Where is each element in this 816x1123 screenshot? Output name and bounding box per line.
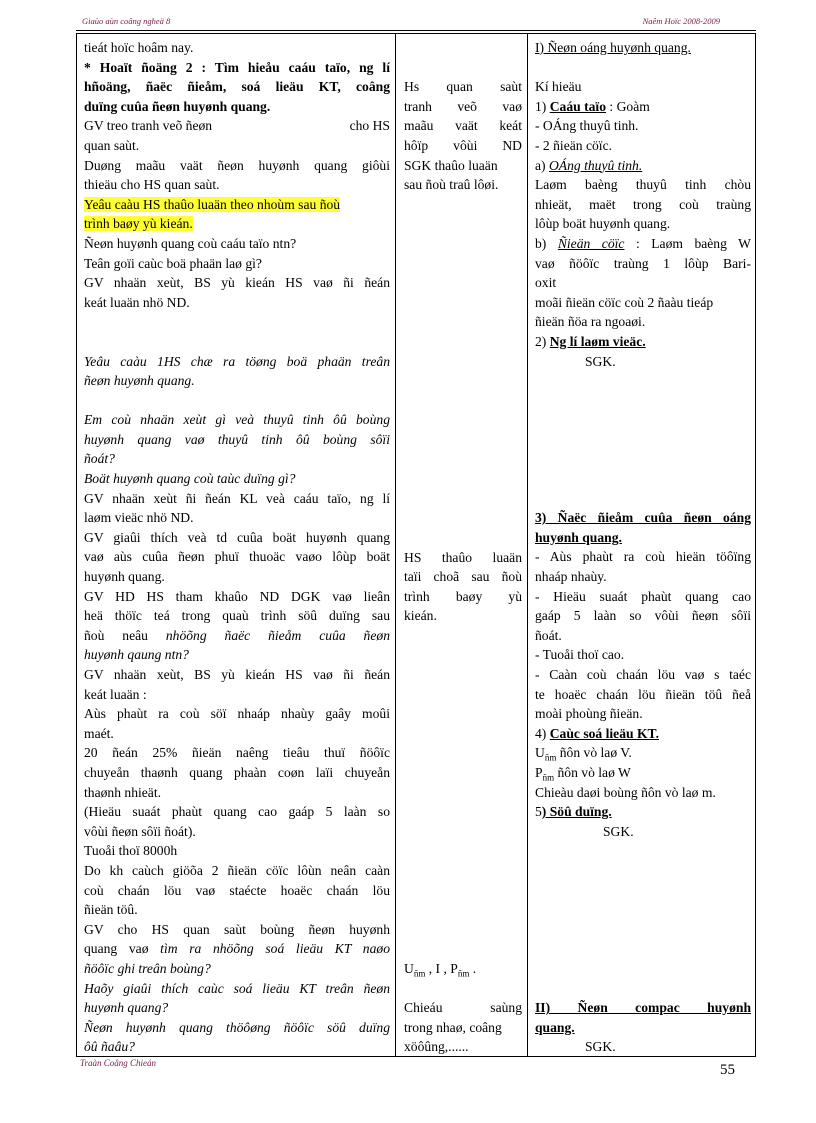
text-line: lôùp boät huyønh quang.	[535, 216, 671, 232]
text-line: Teân goïi caùc boä phaän laø gì?	[84, 255, 262, 271]
section-heading	[535, 38, 751, 58]
text-line: SGK.	[603, 823, 634, 839]
text-line	[535, 763, 751, 783]
text-line: Aùs phaùt ra coù söï nhaáp nhaùy gaây moûi	[84, 706, 390, 722]
text-seg: nhöõng ñaëc ñieåm cuûa ñeøn	[165, 627, 390, 643]
text-seg: Ng lí laøm vieäc.	[549, 333, 646, 349]
text-line: moãi ñieän cöïc coù 2 ñaàu tieáp	[535, 294, 714, 310]
activity-heading: duïng cuûa ñeøn huyønh quang.	[84, 98, 271, 114]
text-line: vaø ñöôïc traùng 1 lôùp Bari-	[535, 255, 751, 271]
text-seg: U	[535, 745, 545, 761]
text-line: Em coù nhaän xeùt gì veà thuyû tinh ôû boùng	[84, 412, 390, 428]
text-seg: OÁng thuyû tinh.	[548, 157, 643, 173]
header-rule	[76, 30, 756, 31]
text-seg: ) Söû duïng.	[541, 804, 612, 820]
text-line: trong nhaø, coâng	[404, 1019, 502, 1035]
text-seg: 2)	[535, 333, 550, 349]
text-line: Laøm baèng thuyû tinh chòu	[535, 177, 751, 193]
text-seg: 5	[535, 804, 542, 820]
text-line: vaø aùs cuûa ñeøn phuï thuoäc vaøo lôùp boät	[84, 549, 390, 565]
text-seg: ñôn vò laø V.	[556, 745, 632, 761]
text-line: GV nhaän xeùt ñi ñeán KL veà caáu taïo, ng lí	[84, 490, 390, 506]
text-line: moài phoùng ñieän.	[535, 706, 643, 722]
text-seg: cho HS	[349, 118, 390, 134]
text-line: huyønh quang?	[84, 1000, 169, 1016]
text-line: huyønh quang.	[84, 569, 165, 585]
text-line: taïi choã sau ñoù	[404, 569, 522, 585]
text-line: coù chaán löu vaø staécte hoaëc chaán löu	[84, 882, 390, 898]
footer-author: Traàn Coâng Chieán	[80, 1058, 157, 1068]
text-line: ñoát.	[535, 627, 562, 643]
text-line	[535, 234, 751, 254]
text-seg: ñoù neâu	[84, 627, 166, 643]
column-divider-2	[527, 34, 528, 1056]
text-line: tranh veõ vaø	[404, 98, 522, 114]
text-line: - Hieäu suaát phaùt quang cao	[535, 588, 751, 604]
text-line	[535, 97, 751, 117]
text-line: Boät huyønh quang coù taùc duïng gì?	[84, 471, 296, 487]
text-seg: ñm	[542, 772, 555, 783]
text-line: te hoaëc chaán löu ñieän töû ñeå	[535, 686, 751, 702]
text-seg: GV treo tranh veõ ñeøn	[84, 118, 213, 134]
text-seg: ñm	[544, 753, 557, 764]
text-line: - Tuoåi thoï cao.	[535, 647, 625, 663]
text-line: 20 ñeán 25% ñieän naêng tieâu thuï ñöôïc	[84, 745, 390, 761]
text-line: Duøng maãu vaät ñeøn huyønh quang giôùi	[84, 157, 390, 173]
text-line: Yeâu caàu 1HS chæ ra töøng boä phaän treân	[84, 353, 390, 369]
text-seg: I) Ñeøn oáng huyønh quang.	[535, 40, 691, 55]
text-line: Chieáu saùng	[404, 1000, 522, 1016]
text-line: Chieàu daøi boùng ñôn vò laø m.	[535, 784, 716, 800]
text-line: HS thaûo luaän	[404, 549, 522, 565]
text-seg: : Laøm baèng W	[624, 235, 751, 251]
text-line: vôùi ñeøn sôïi ñoát).	[84, 823, 196, 839]
text-seg: Ñieän cöïc	[557, 235, 625, 251]
text-seg: : Goàm	[606, 98, 650, 114]
text-seg: a)	[535, 157, 549, 173]
highlight: trình baøy yù kieán.	[84, 216, 193, 232]
text-line: ñeøn huyønh quang.	[84, 373, 195, 389]
text-line	[84, 116, 390, 136]
text-line: heä thöïc teá trong quaù trình söû duïng sau	[84, 608, 390, 624]
text-line: GV nhaän xeùt, BS yù kieán HS vaø ñi ñeán	[84, 275, 390, 291]
text-line: kieán.	[404, 608, 437, 624]
activity-heading: * Hoaït ñoäng 2 : Tìm hieåu caáu taïo, ng lí	[84, 59, 390, 75]
column-divider-1	[395, 34, 396, 1056]
text-line: sau ñoù traû lôøi.	[404, 177, 499, 193]
text-seg: U	[404, 961, 414, 977]
teacher-activities-column	[84, 38, 390, 1057]
text-line: maãu vaät keát	[404, 118, 522, 134]
text-line: Do kh caùch giöõa 2 ñieän cöïc lôùn neân caàn	[84, 862, 390, 878]
section-heading: II) Ñeøn compac huyønh	[535, 1000, 751, 1016]
text-line: ñieän töû.	[84, 902, 138, 918]
text-line: tieát hoïc hoâm nay.	[84, 40, 194, 55]
text-line: ôû ñaâu?	[84, 1039, 135, 1055]
highlighted-text	[84, 195, 390, 215]
text-seg: 1)	[535, 98, 550, 114]
text-line: trình baøy yù	[404, 588, 522, 604]
text-seg: quang.	[535, 1019, 575, 1035]
text-line: laøm vieäc nhö ND.	[84, 510, 194, 526]
text-line	[535, 332, 751, 352]
text-line: - Caàn coù chaán löu vaø s taéc	[535, 667, 751, 682]
text-line: ñöôïc ghi treân boùng?	[84, 960, 211, 976]
text-line: thieäu cho HS quan saùt.	[84, 177, 220, 193]
text-line	[535, 156, 751, 176]
text-line: Haõy giaûi thích caùc soá lieäu KT treân ñeøn	[84, 980, 390, 996]
activity-heading: hñoäng, ñaëc ñieåm, soá lieäu KT, coâng	[84, 79, 390, 95]
text-line	[535, 743, 751, 763]
text-line: ñoát?	[84, 451, 115, 467]
text-seg: P	[535, 764, 543, 780]
text-line: Ñeøn huyønh quang coù caáu taïo ntn?	[84, 235, 297, 251]
text-line: nhieät, maët trong coù traùng	[535, 196, 751, 212]
text-line: xöôûng,......	[404, 1039, 469, 1055]
content-column	[535, 38, 751, 1057]
page-number: 55	[720, 1062, 735, 1078]
text-line: nhaáp nhaùy.	[535, 569, 607, 585]
text-seg: ñm	[457, 968, 470, 979]
text-seg: ñm	[413, 968, 426, 979]
text-line	[535, 802, 751, 822]
text-line: keát luaän :	[84, 686, 147, 702]
rated-values	[404, 959, 522, 979]
text-seg: ñôn vò laø W	[554, 764, 631, 780]
section-heading: 3) Ñaëc ñieåm cuûa ñeøn oáng	[535, 510, 751, 526]
text-line: thaønh nhieät.	[84, 784, 162, 800]
text-line: - Aùs phaùt ra coù hieän töôïng	[535, 549, 751, 565]
header-right: Naêm Hoïc 2008-2009	[642, 16, 720, 26]
text-line: quan saùt.	[84, 137, 140, 153]
text-seg: Caáu taïo	[549, 98, 607, 114]
text-line: ñieän ñöa ra ngoaøi.	[535, 314, 646, 330]
text-line: oxit	[535, 275, 557, 291]
text-line: Hs quan saùt	[404, 79, 522, 95]
text-line: - OÁng thuyû tinh.	[535, 118, 639, 134]
text-seg: .	[469, 961, 477, 977]
text-seg: , I , P	[425, 961, 458, 977]
section-heading	[535, 1018, 751, 1038]
highlighted-text	[84, 214, 390, 234]
text-line: GV giaûi thích veà td cuûa boät huyønh quang	[84, 529, 390, 545]
text-seg: Caùc soá lieäu KT.	[549, 725, 659, 741]
text-line: GV cho HS quan saùt boùng ñeøn huyønh	[84, 921, 390, 937]
text-line: huyønh qaung ntn?	[84, 647, 189, 663]
lesson-table	[76, 33, 756, 1057]
header-left: Giaùo aùn coâng ngheä 8	[82, 16, 171, 26]
highlight: Yeâu caàu HS thaûo luaän theo nhoùm sau ñoù	[84, 196, 341, 212]
text-line: GV nhaän xeùt, BS yù kieán HS vaø ñi ñeán	[84, 667, 390, 682]
text-line: - 2 ñieän cöïc.	[535, 137, 612, 153]
text-seg: quang vaø	[84, 941, 161, 957]
text-line	[535, 724, 751, 744]
text-line: SGK.	[585, 1039, 616, 1055]
text-line: keát luaän nhö ND.	[84, 294, 190, 310]
text-line: gaáp 5 laàn so vôùi ñeøn sôïi	[535, 608, 751, 624]
text-line: (Hieäu suaát phaùt quang cao gaáp 5 laàn so	[84, 804, 390, 820]
text-line: GV HD HS tham khaûo ND DGK vaø lieân	[84, 588, 390, 604]
text-seg: 4)	[535, 725, 550, 741]
text-line: hôïp vôùi ND	[404, 137, 522, 153]
text-line: SGK thaûo luaän	[404, 157, 498, 173]
text-line: huyønh quang vaø thuyû tinh ôû boùng sôïi	[84, 431, 390, 447]
text-line: Tuoåi thoï 8000h	[84, 843, 178, 859]
student-activities-column	[404, 38, 522, 1057]
section-heading: huyønh quang.	[535, 529, 622, 545]
text-line: maét.	[84, 725, 114, 741]
text-line	[84, 939, 390, 959]
text-seg: tìm ra nhöõng soá lieäu KT naøo	[160, 941, 390, 957]
text-line	[84, 626, 390, 646]
text-line: SGK.	[585, 353, 616, 369]
text-seg: b)	[535, 235, 558, 251]
text-line: chuyeån thaønh quang phaàn coøn laïi chuyeån	[84, 764, 390, 780]
text-line: Kí hieäu	[535, 79, 582, 95]
text-line: Ñeøn huyønh quang thöôøng ñöôïc söû duïng	[84, 1019, 390, 1035]
